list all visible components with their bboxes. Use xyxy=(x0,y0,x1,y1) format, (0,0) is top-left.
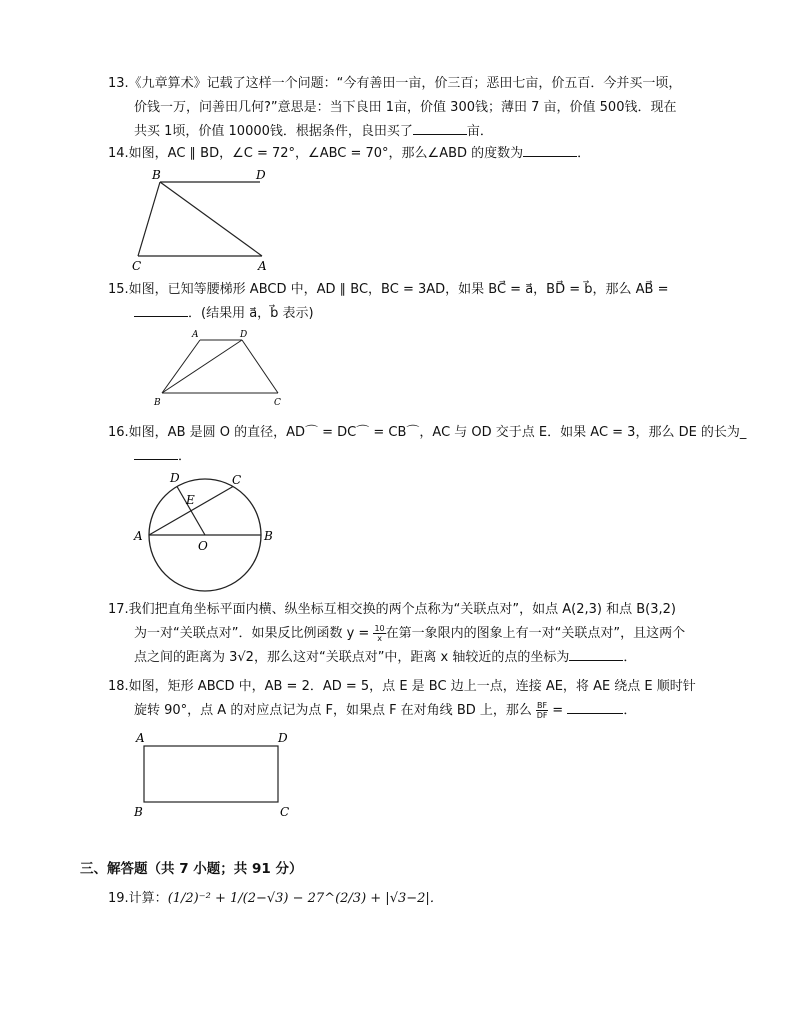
segment-ba xyxy=(160,182,262,256)
answer-blank xyxy=(134,445,178,460)
answer-blank xyxy=(569,646,623,661)
question-15 xyxy=(108,278,708,326)
q13-line-1: 13.《九章算术》记载了这样一个问题：“今有善田一亩，价三百；恶田七亩，价五百．今并买一顷， xyxy=(108,76,682,91)
answer-blank xyxy=(523,142,577,157)
label-b: B xyxy=(152,168,161,182)
segment-bd xyxy=(162,340,242,393)
label-c: C xyxy=(132,259,142,273)
label-c: C xyxy=(274,398,281,408)
label-d: D xyxy=(240,330,248,340)
question-17: 17.我们把直角坐标平面内横、纵坐标互相交换的两个点称为“关联点对”，如点 A(2,3) 和点 B(3,2) 为一对“关联点对”．如果反比例函数 y = $\frac{10}{x}$ 在第一象限内的图象上有一对“关联点对”，且这两个 点之间的距离为 3√2，那么这对“关联点对”中，距离 x 轴较近的点的坐标为 ． xyxy=(108,598,708,670)
q18-line-2: 旋转 90°，点 A 的对应点记为点 F，如果点 F 在对角线 BD 上，那么 xyxy=(134,703,532,718)
q17-line-3: 点之间的距离为 3√2，那么这对“关联点对”中，距离 x 轴较近的点的坐标为 xyxy=(134,650,570,665)
label-c: C xyxy=(232,473,242,487)
label-d: D xyxy=(278,731,288,745)
q19-prefix: 19.计算： xyxy=(108,891,168,906)
q13-line-3: 共买 1顷，价值 10000钱．根据条件，良田买了 xyxy=(134,124,413,139)
q15-line-1: 15.如图，已知等腰梯形 ABCD 中，AD ∥ BC，BC = 3AD，如果 BC⃗ = a⃗，BD⃗ = b⃗，那么 AB⃗ = xyxy=(108,282,669,297)
label-d: D xyxy=(170,471,180,485)
q15-figure xyxy=(152,326,288,408)
fraction-bf-over-df: $\frac{BF}{DF}$ xyxy=(536,701,548,720)
label-a: A xyxy=(258,259,267,273)
segment-ab xyxy=(162,340,200,393)
q14-figure xyxy=(128,166,278,276)
question-18: 18.如图，矩形 ABCD 中，AB = 2．AD = 5，点 E 是 BC 边上一点，连接 AE，将 AE 绕点 E 顺时针 旋转 90°，点 A 的对应点记为点 F，如果点 F 在对角线 BD 上，那么 $\frac{BF}{DF}$ = ． xyxy=(108,675,708,723)
segment-bc xyxy=(138,182,160,256)
q16-line-1: 16.如图，AB 是圆 O 的直径，AD⌒ = DC⌒ = CB⌒，AC 与 OD 交于点 E．如果 AC = 3，那么 DE 的长为_ xyxy=(108,425,747,440)
segment-dc xyxy=(242,340,278,393)
q17-line-1: 17.我们把直角坐标平面内横、纵坐标互相交换的两个点称为“关联点对”，如点 A(2,3) 和点 B(3,2) xyxy=(108,602,676,617)
label-a: A xyxy=(134,529,143,543)
label-o: O xyxy=(198,539,208,553)
q14-text: 14.如图，AC ∥ BD，∠C = 72°，∠ABC = 70°，那么∠ABD 的度数为 xyxy=(108,146,524,161)
label-b: B xyxy=(154,398,161,408)
q13-line-2: 价钱一万，问善田几何?”意思是：当下良田 1亩，价值 300钱；薄田 7 亩，价值 500钱．现在 xyxy=(134,100,677,115)
q18-figure xyxy=(130,728,300,822)
label-b: B xyxy=(264,529,273,543)
q19-expression: (1/2)⁻² + 1/(2−√3) − 27^(2/3) + |√3−2|． xyxy=(167,891,443,906)
fraction-10-over-x: $\frac{10}{x}$ xyxy=(374,624,385,643)
label-c: C xyxy=(280,805,290,819)
q16-figure xyxy=(130,468,280,592)
label-d: D xyxy=(256,168,266,182)
q17-line-2: 为一对“关联点对”．如果反比例函数 y = xyxy=(134,626,370,641)
label-b: B xyxy=(134,805,143,819)
answer-blank xyxy=(134,302,188,317)
label-a: A xyxy=(136,731,145,745)
label-a: A xyxy=(192,330,199,340)
question-19 xyxy=(108,887,708,911)
answer-blank xyxy=(413,120,467,135)
question-14: 14.如图，AC ∥ BD，∠C = 72°，∠ABC = 70°，那么∠ABD 的度数为 ． xyxy=(108,142,708,166)
rectangle-abcd xyxy=(144,746,278,802)
q18-line-1: 18.如图，矩形 ABCD 中，AB = 2．AD = 5，点 E 是 BC 边上一点，连接 AE，将 AE 绕点 E 顺时针 xyxy=(108,679,696,694)
q15-line-2: ．(结果用 a⃗，b⃗ 表示) xyxy=(188,306,314,321)
section-title: 三、解答题（共 7 小题；共 91 分） xyxy=(80,861,303,877)
question-16: 16.如图，AB 是圆 O 的直径，AD⌒ = DC⌒ = CB⌒，AC 与 OD 交于点 E．如果 AC = 3，那么 DE 的长为_ ． xyxy=(108,421,708,469)
question-13: 13.《九章算术》记载了这样一个问题：“今有善田一亩，价三百；恶田七亩，价五百．今并买一顷， 价钱一万，问善田几何?”意思是：当下良田 1亩，价值 300钱；薄田 7 亩，价值 500钱．现在 共买 1顷，价值 10000钱．根据条件，良田买了 亩． xyxy=(108,72,708,144)
label-e: E xyxy=(186,493,195,507)
answer-blank xyxy=(567,699,623,714)
